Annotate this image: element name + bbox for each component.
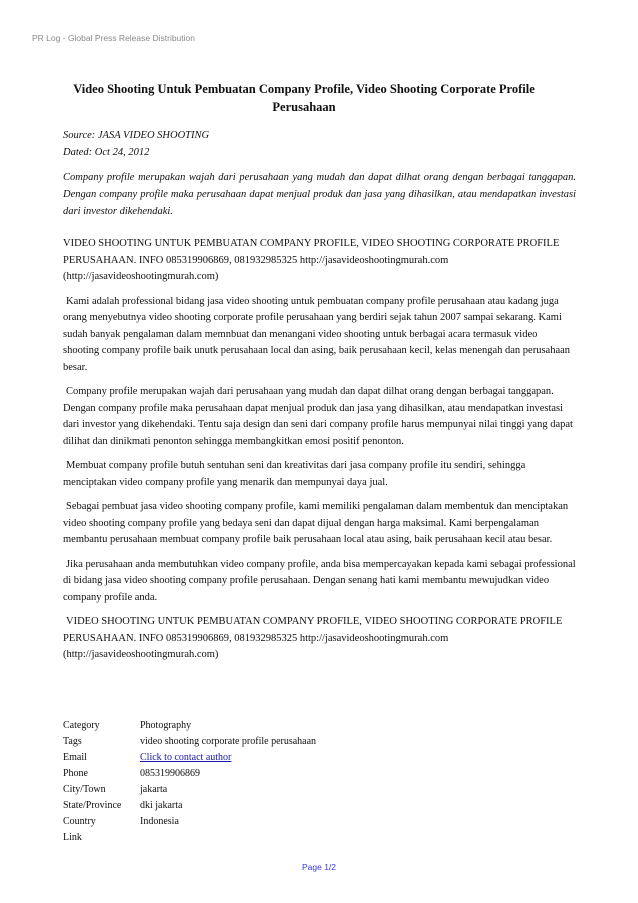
details-value bbox=[140, 830, 316, 846]
details-key: Link bbox=[63, 832, 82, 843]
details-value: 085319906869 bbox=[140, 768, 200, 779]
details-row bbox=[63, 814, 316, 830]
details-row bbox=[63, 782, 316, 798]
details-row bbox=[63, 750, 316, 766]
details-key: State/Province bbox=[63, 800, 122, 811]
dated-line: Dated: Oct 24, 2012 bbox=[63, 147, 150, 158]
body-paragraph: Membuat company profile butuh sentuhan seni dan kreativitas dari jasa company profile itu sendiri, sehingga menciptakan video company profile yang menarik dan mempunyai daya jual. bbox=[63, 460, 526, 488]
body-paragraph: Kami adalah professional bidang jasa video shooting untuk pembuatan company profile perusahaan atau kadang juga orang menyebutnya video shooting corporate profile perusahaan yang berdiri sejak tahun 2007 sampai sekarang. Kami sudah banyak pengalaman dalam memnbuat dan menangani video shooting untuk berbagai acara termasuk video shooting company profile baik unutk perusahaan local dan asing, baik perusahaan kecil, kelas menengah dan perusahaan besar. bbox=[63, 295, 571, 373]
details-row bbox=[63, 830, 316, 846]
details-table bbox=[63, 718, 316, 846]
details-value: Indonesia bbox=[140, 816, 179, 827]
page-title: Video Shooting Untuk Pembuatan Company Profile, Video Shooting Corporate Profile Perusahaan bbox=[73, 82, 535, 114]
details-value: jakarta bbox=[140, 784, 168, 795]
meta-block bbox=[63, 127, 583, 161]
details-key: City/Town bbox=[63, 784, 106, 795]
details-key: Country bbox=[63, 816, 96, 827]
details-row bbox=[63, 798, 316, 814]
page-number: Page 1/2 bbox=[301, 862, 337, 872]
body-paragraph: Company profile merupakan wajah dari perusahaan yang mudah dan dapat dilhat orang dengan berbagai tanggapan. Dengan company profile maka perusahaan dapat menjual produk dan jasa yang dihasilkan, atau mendapatkan investasi dari investor yang dikehendaki. Tentu saja design dan seni dari company profile harus mempunyai nilai tinggi yang dapat dilihat dan dinikmati penonton sehingga membangkitkan emosi positif penonton. bbox=[63, 386, 573, 447]
details-key: Category bbox=[63, 720, 100, 731]
source-line: Source: JASA VIDEO SHOOTING bbox=[63, 130, 210, 141]
body-paragraph: VIDEO SHOOTING UNTUK PEMBUATAN COMPANY PROFILE, VIDEO SHOOTING CORPORATE PROFILE PERUSAHAAN. INFO 085319906869, 081932985325 http://jasavideoshootingmurah.com (http://jasavideoshootingmurah.com) bbox=[63, 616, 563, 660]
site-header: PR Log - Global Press Release Distribution bbox=[32, 33, 195, 43]
details-key: Email bbox=[63, 752, 87, 763]
summary-paragraph: Company profile merupakan wajah dari perusahaan yang mudah dan dapat dilhat orang dengan berbagai tanggapan. Dengan company profile maka perusahaan dapat menjual produk dan jasa yang dihasilkan, atau mendapatkan investasi dari investor dikehendaki. bbox=[63, 172, 576, 217]
details-value: video shooting corporate profile perusahaan bbox=[140, 736, 317, 747]
contact-author-link[interactable]: Click to contact author bbox=[140, 752, 232, 763]
body-paragraph: Jika perusahaan anda membutuhkan video company profile, anda bisa mempercayakan kepada kami sebagai professional di bidang jasa video shooting company profile perusahaan. Dengan senang hati kami membantu mewujudkan video company profile anda. bbox=[63, 558, 576, 603]
body-text bbox=[63, 236, 576, 672]
details-value: dki jakarta bbox=[140, 800, 183, 811]
details-row bbox=[63, 766, 316, 782]
details-row bbox=[63, 734, 316, 750]
details-value: Photography bbox=[140, 720, 192, 731]
body-paragraph: Sebagai pembuat jasa video shooting company profile, kami memiliki pengalaman dalam membentuk dan menciptakan video shooting company profile yang bedaya seni dan dapat dijual dengan harga maksimal. Kami berpengalaman membantu perusahaan membuat company profile baik perusahaan local atau asing, baik perusahaan kecil atau besar. bbox=[63, 501, 569, 545]
details-row bbox=[63, 718, 316, 734]
body-paragraph: VIDEO SHOOTING UNTUK PEMBUATAN COMPANY PROFILE, VIDEO SHOOTING CORPORATE PROFILE PERUSAHAAN. INFO 085319906869, 081932985325 http://jasavideoshootingmurah.com (http://jasavideoshootingmurah.com) bbox=[63, 238, 560, 282]
details-key: Tags bbox=[63, 736, 82, 747]
details-key: Phone bbox=[63, 768, 88, 779]
